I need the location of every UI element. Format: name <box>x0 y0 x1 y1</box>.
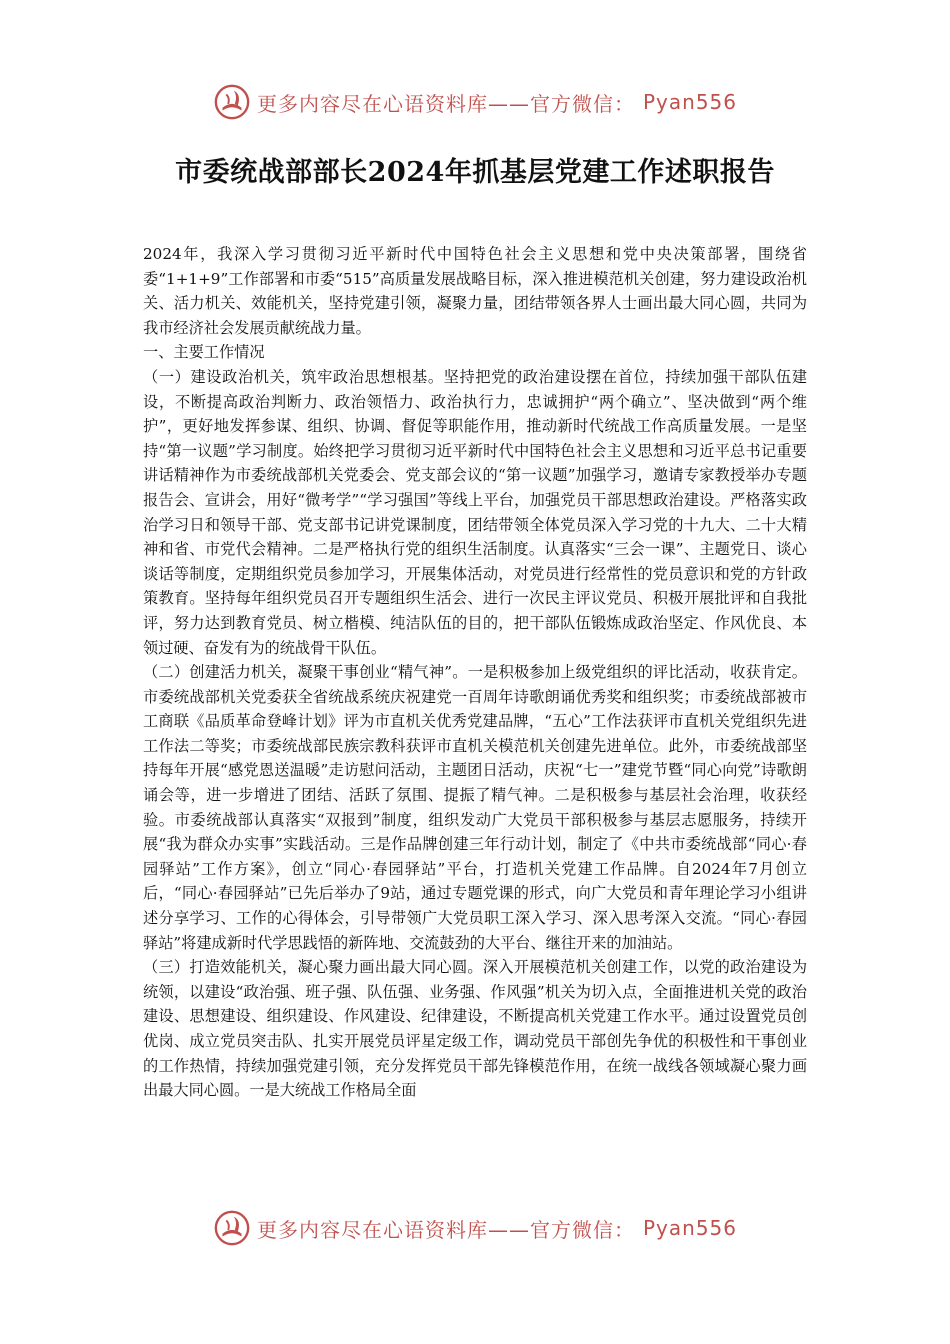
paragraph-vitality-organ: （二）创建活力机关，凝聚干事创业“精气神”。一是积极参加上级党组织的评比活动，收获肯定。市委统战部机关党委获全省统战系统庆祝建党一百周年诗歌朗诵优秀奖和组织奖；市委统战部被市工商联《品质革命登峰计划》评为市直机关优秀党建品牌，“五心”工作法获评市直机关党组织先进工作法二等奖；市委统战部民族宗教科获评市直机关模范机关创建先进单位。此外，市委统战部坚持每年开展“感党恩送温暖”走访慰问活动，主题团日活动，庆祝“七一”建党节暨“同心向党”诗歌朗诵会等，进一步增进了团结、活跃了氛围、提振了精气神。二是积极参与基层社会治理，收获经验。市委统战部认真落实“双报到”制度，组织发动广大党员干部积极参与基层志愿服务，持续开展“我为群众办实事”实践活动。三是作品牌创建三年行动计划，制定了《中共市委统战部“同心·春园驿站”工作方案》，创立“同心·春园驿站”平台，打造机关党建工作品牌。自2024年7月创立后，“同心·春园驿站”已先后举办了9站，通过专题党课的形式，向广大党员和青年理论学习小组讲述分享学习、工作的心得体会，引导带领广大党员职工深入学习、深入思考深入交流。“同心·春园驿站”将建成新时代学思践悟的新阵地、交流鼓劲的大平台、继往开来的加油站。 <box>143 663 807 952</box>
book-feather-logo-icon <box>213 1209 251 1247</box>
paragraph-intro: 2024年，我深入学习贯彻习近平新时代中国特色社会主义思想和党中央决策部署，围绕省委“1+1+9”工作部署和市委“515”高质量发展战略目标，深入推进模范机关创建，努力建设政治机关、活力机关、效能机关，坚持党建引领，凝聚力量，团结带领各界人士画出最大同心圆，共同为我市经济社会发展贡献统战力量。 <box>143 245 807 337</box>
document-title: 市委统战部部长2024年抓基层党建工作述职报告 <box>175 157 775 188</box>
document-body <box>143 242 807 1103</box>
banner-wechat-id: Pyan556 <box>642 1216 737 1240</box>
banner-text: 更多内容尽在心语资料库——官方微信： <box>256 1217 635 1242</box>
header-watermark-banner <box>0 82 950 122</box>
paragraph-political-organ: （一）建设政治机关，筑牢政治思想根基。坚持把党的政治建设摆在首位，持续加强干部队伍建设，不断提高政治判断力、政治领悟力、政治执行力，忠诚拥护“两个确立”、坚决做到“两个维护”，更好地发挥参谋、组织、协调、督促等职能作用，推动新时代统战工作高质量发展。一是坚持“第一议题”学习制度。始终把学习贯彻习近平新时代中国特色社会主义思想和习近平总书记重要讲话精神作为市委统战部机关党委会、党支部会议的“第一议题”加强学习，邀请专家教授举办专题报告会、宣讲会，用好“微考学”“学习强国”等线上平台，加强党员干部思想政治建设。严格落实政治学习日和领导干部、党支部书记讲党课制度，团结带领全体党员深入学习党的十九大、二十大精神和省、市党代会精神。二是严格执行党的组织生活制度。认真落实“三会一课”、主题党日、谈心谈话等制度，定期组织党员参加学习，开展集体活动，对党员进行经常性的党员意识和党的方针政策教育。坚持每年组织党员召开专题组织生活会、进行一次民主评议党员、积极开展批评和自我批评，努力达到教育党员、树立楷模、纯洁队伍的目的，把干部队伍锻炼成政治坚定、作风优良、本领过硬、奋发有为的统战骨干队伍。 <box>143 367 807 657</box>
section-heading: 一、主要工作情况 <box>143 343 265 362</box>
banner-wechat-id: Pyan556 <box>642 90 737 114</box>
footer-watermark-banner <box>0 1208 950 1248</box>
paragraph-efficiency-organ: （三）打造效能机关，凝心聚力画出最大同心圆。深入开展模范机关创建工作，以党的政治建设为统领，以建设“政治强、班子强、队伍强、业务强、作风强”机关为切入点，全面推进机关党的政治建设、思想建设、组织建设、作风建设、纪律建设，不断提高机关党建工作水平。通过设置党员创优岗、成立党员突击队、扎实开展党员评星定级工作，调动党员干部创先争优的积极性和干事创业的工作热情，持续加强党建引领，充分发挥党员干部先锋模范作用，在统一战线各领域凝心聚力画出最大同心圆。一是大统战工作格局全面 <box>143 958 807 1100</box>
book-feather-logo-icon <box>213 83 251 121</box>
banner-text: 更多内容尽在心语资料库——官方微信： <box>256 91 635 116</box>
